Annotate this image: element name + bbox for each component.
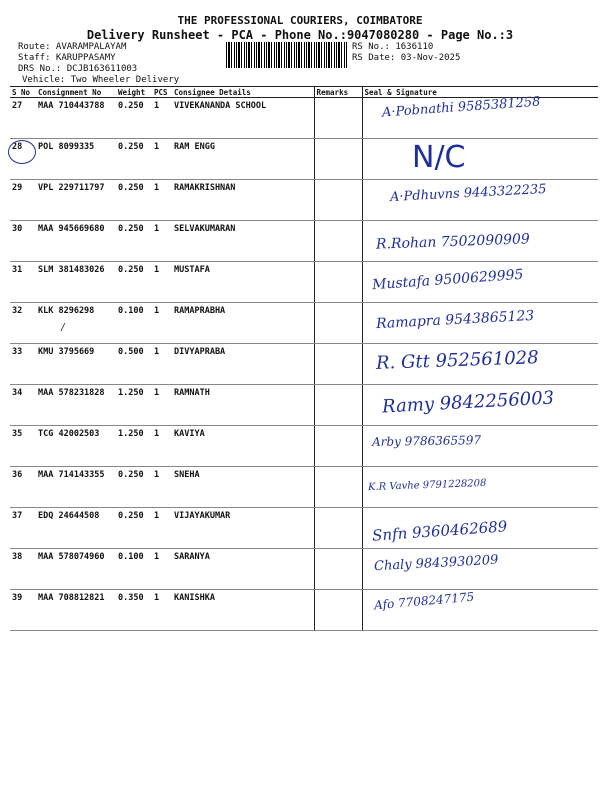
handwritten-signature: N/C <box>412 140 466 175</box>
cell-consignee: RAMNATH <box>172 385 314 426</box>
table-row <box>10 139 598 180</box>
rs-date: RS Date: 03-Nov-2025 <box>352 53 461 63</box>
handwritten-circle <box>8 140 36 164</box>
cell-consignee: SELVAKUMARAN <box>172 221 314 262</box>
col-signature: Seal & Signature <box>362 87 598 98</box>
cell-remarks <box>314 426 362 467</box>
col-sno: S No <box>10 87 36 98</box>
cell-sno: 28 <box>10 139 36 180</box>
handwritten-signature: A·Pdhuvns 9443322235 <box>389 181 547 206</box>
cell-weight: 0.250 <box>116 262 152 303</box>
cell-consignment: MAA 710443788 <box>36 98 116 139</box>
cell-pcs: 1 <box>152 262 172 303</box>
drs-label: DRS No.: DCJB163611003 <box>18 64 138 74</box>
cell-consignment: EDQ 24644508 <box>36 508 116 549</box>
cell-consignment: MAA 708812821 <box>36 590 116 631</box>
cell-pcs: 1 <box>152 549 172 590</box>
col-consignment: Consignment No <box>36 87 116 98</box>
cell-consignee: RAMAKRISHNAN <box>172 180 314 221</box>
cell-weight: 0.250 <box>116 467 152 508</box>
cell-remarks <box>314 344 362 385</box>
cell-pcs: 1 <box>152 98 172 139</box>
cell-consignment: MAA 578231828 <box>36 385 116 426</box>
cell-weight: 0.100 <box>116 549 152 590</box>
cell-pcs: 1 <box>152 467 172 508</box>
rs-number: RS No.: 1636110 <box>352 42 434 52</box>
vehicle-label: Vehicle: Two Wheeler Delivery <box>22 75 180 85</box>
route-label: Route: AVARAMPALAYAM <box>18 42 127 52</box>
cell-consignee: KANISHKA <box>172 590 314 631</box>
handwritten-signature: K.R Vavhe 9791228208 <box>367 477 487 494</box>
handwritten-signature: R.Rohan 7502090909 <box>375 231 531 253</box>
cell-weight: 1.250 <box>116 385 152 426</box>
cell-consignment: MAA 578074960 <box>36 549 116 590</box>
cell-remarks <box>314 139 362 180</box>
handwritten-signature: Mustafa 9500629995 <box>371 266 524 294</box>
cell-consignment: MAA 945669680 <box>36 221 116 262</box>
cell-sno: 32 <box>10 303 36 344</box>
handwritten-signature: Arby 9786365597 <box>371 433 482 449</box>
cell-remarks <box>314 98 362 139</box>
cell-weight: 0.500 <box>116 344 152 385</box>
cell-pcs: 1 <box>152 303 172 344</box>
cell-consignment: MAA 714143355 <box>36 467 116 508</box>
cell-consignment: SLM 381483026 <box>36 262 116 303</box>
col-weight: Weight <box>116 87 152 98</box>
cell-remarks <box>314 262 362 303</box>
cell-signature <box>362 139 598 180</box>
cell-consignee: VIJAYAKUMAR <box>172 508 314 549</box>
cell-weight: 0.250 <box>116 139 152 180</box>
table-row <box>10 590 598 631</box>
cell-weight: 0.250 <box>116 221 152 262</box>
col-consignee: Consignee Details <box>172 87 314 98</box>
company-title: THE PROFESSIONAL COURIERS, COIMBATORE <box>177 14 423 27</box>
cell-weight: 0.350 <box>116 590 152 631</box>
staff-label: Staff: KARUPPASAMY <box>18 53 116 63</box>
cell-sno: 33 <box>10 344 36 385</box>
cell-consignee: MUSTAFA <box>172 262 314 303</box>
table-row <box>10 549 598 590</box>
cell-sno: 31 <box>10 262 36 303</box>
cell-remarks <box>314 303 362 344</box>
table-row <box>10 467 598 508</box>
cell-weight: 0.250 <box>116 98 152 139</box>
cell-consignee: SARANYA <box>172 549 314 590</box>
cell-pcs: 1 <box>152 385 172 426</box>
handwritten-signature: Ramapra 9543865123 <box>375 307 535 333</box>
cell-remarks <box>314 385 362 426</box>
cell-consignment: POL 8099335 <box>36 139 116 180</box>
cell-consignee: DIVYAPRABA <box>172 344 314 385</box>
cell-sno: 39 <box>10 590 36 631</box>
cell-pcs: 1 <box>152 508 172 549</box>
handwritten-signature: R. Gtt 952561028 <box>375 347 539 374</box>
cell-weight: 0.250 <box>116 508 152 549</box>
cell-pcs: 1 <box>152 139 172 180</box>
cell-consignee: RAMAPRABHA <box>172 303 314 344</box>
cell-consignment: VPL 229711797 <box>36 180 116 221</box>
cell-weight: 1.250 <box>116 426 152 467</box>
cell-consignment: TCG 42002503 <box>36 426 116 467</box>
cell-weight: 0.100 <box>116 303 152 344</box>
table-row <box>10 426 598 467</box>
cell-remarks <box>314 221 362 262</box>
cell-consignee: SNEHA <box>172 467 314 508</box>
cell-sno: 30 <box>10 221 36 262</box>
cell-remarks <box>314 508 362 549</box>
cell-remarks <box>314 180 362 221</box>
cell-remarks <box>314 549 362 590</box>
cell-consignment: KLK 8296298 <box>36 303 116 344</box>
cell-pcs: 1 <box>152 590 172 631</box>
handwritten-mark: / <box>60 322 67 333</box>
cell-pcs: 1 <box>152 180 172 221</box>
cell-sno: 36 <box>10 467 36 508</box>
cell-sno: 37 <box>10 508 36 549</box>
cell-consignee: RAM ENGG <box>172 139 314 180</box>
cell-sno: 35 <box>10 426 36 467</box>
handwritten-signature: A·Pobnathi 9585381258 <box>381 94 541 121</box>
cell-sno: 34 <box>10 385 36 426</box>
cell-sno: 29 <box>10 180 36 221</box>
handwritten-signature: Snfn 9360462689 <box>371 517 508 545</box>
cell-pcs: 1 <box>152 221 172 262</box>
barcode-image <box>226 42 348 68</box>
handwritten-signature: Afo 7708247175 <box>373 589 475 613</box>
runsheet-title: Delivery Runsheet - PCA - Phone No.:9047080280 - Page No.:3 <box>86 28 514 42</box>
cell-consignment: KMU 3795669 <box>36 344 116 385</box>
col-remarks: Remarks <box>314 87 362 98</box>
cell-remarks <box>314 467 362 508</box>
cell-sno: 27 <box>10 98 36 139</box>
cell-consignee: VIVEKANANDA SCHOOL <box>172 98 314 139</box>
col-pcs: PCS <box>152 87 172 98</box>
cell-weight: 0.250 <box>116 180 152 221</box>
handwritten-signature: Ramy 9842256003 <box>381 387 555 418</box>
cell-remarks <box>314 590 362 631</box>
cell-pcs: 1 <box>152 344 172 385</box>
handwritten-signature: Chaly 9843930209 <box>373 552 499 575</box>
cell-sno: 38 <box>10 549 36 590</box>
cell-pcs: 1 <box>152 426 172 467</box>
cell-consignee: KAVIYA <box>172 426 314 467</box>
table-row <box>10 508 598 549</box>
